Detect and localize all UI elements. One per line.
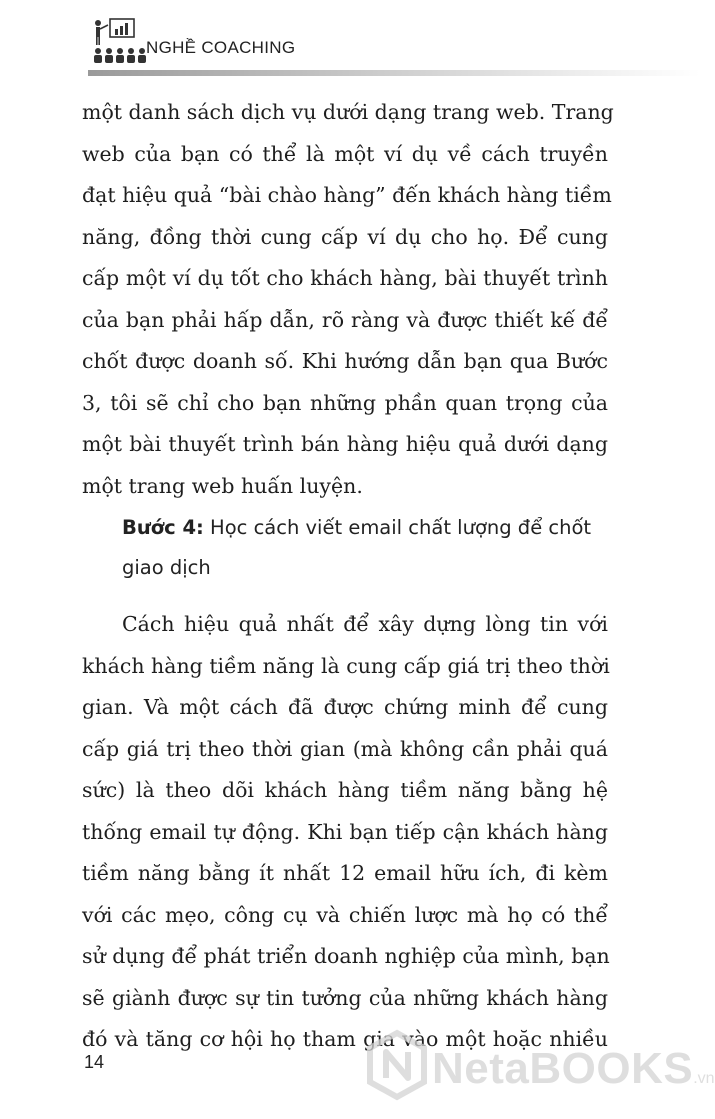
text-line: với các mẹo, công cụ và chiến lược mà họ có thể: [82, 902, 608, 927]
watermark-text: [432, 1044, 715, 1094]
text-line: tiềm năng bằng ít nhất 12 email hữu ích, đi kèm: [82, 861, 608, 885]
text-line: gian. Và một cách đã được chứng minh để cung: [82, 695, 608, 719]
text-line: Cách hiệu quả nhất để xây dựng lòng tin với: [122, 612, 608, 636]
watermark-suffix: .vn: [693, 1070, 715, 1087]
heading-line-1: [122, 508, 608, 548]
heading-label: Bước 4:: [122, 516, 204, 539]
text-line: 3, tôi sẽ chỉ cho bạn những phần quan trọng của: [82, 390, 608, 415]
heading-text: Học cách viết email chất lượng để chốt: [203, 516, 592, 539]
text-line: cấp giá trị theo thời gian (mà không cần phải quá: [82, 736, 608, 761]
section-heading: [122, 508, 608, 588]
header-rule: [88, 70, 700, 76]
paragraph-2: [82, 604, 608, 1061]
text-line: đạt hiệu quả “bài chào hàng” đến khách hàng tiềm: [82, 183, 612, 207]
heading-line-2: giao dịch: [122, 556, 211, 579]
running-header: [82, 16, 702, 74]
text-line: thống email tự động. Khi bạn tiếp cận khách hàng: [82, 819, 608, 844]
netabooks-logo-icon: [366, 1030, 428, 1100]
text-line: một danh sách dịch vụ dưới dạng trang web. Trang: [82, 100, 614, 124]
text-line: chốt được doanh số. Khi hướng dẫn bạn qua Bước: [82, 349, 608, 373]
watermark-brand: NetaBOOKS: [432, 1044, 694, 1093]
text-line: của bạn phải hấp dẫn, rõ ràng và được thiết kế để: [82, 307, 608, 332]
header-title: NGHỀ COACHING: [146, 38, 296, 57]
watermark: [366, 1024, 715, 1108]
text-line: đó và tăng cơ hội họ tham gia vào một hoặc nhiều: [82, 1027, 608, 1051]
paragraph-1: [82, 92, 614, 507]
text-line: web của bạn có thể là một ví dụ về cách truyền: [82, 141, 608, 166]
text-line: một bài thuyết trình bán hàng hiệu quả dưới dạng: [82, 432, 608, 456]
coaching-presentation-icon: [88, 16, 146, 66]
text-line: năng, đồng thời cung cấp ví dụ cho họ. Để cung: [82, 224, 608, 249]
text-line: sức) là theo dõi khách hàng tiềm năng bằng hệ: [82, 778, 608, 802]
text-line: một trang web huấn luyện.: [82, 473, 363, 498]
page-number: 14: [84, 1052, 105, 1072]
text-line: sẽ giành được sự tin tưởng của những khách hàng: [82, 985, 608, 1010]
text-line: sử dụng để phát triển doanh nghiệp của mình, bạn: [82, 944, 610, 968]
text-line: khách hàng tiềm năng là cung cấp giá trị theo thời: [82, 653, 610, 678]
text-line: cấp một ví dụ tốt cho khách hàng, bài thuyết trình: [82, 266, 608, 290]
